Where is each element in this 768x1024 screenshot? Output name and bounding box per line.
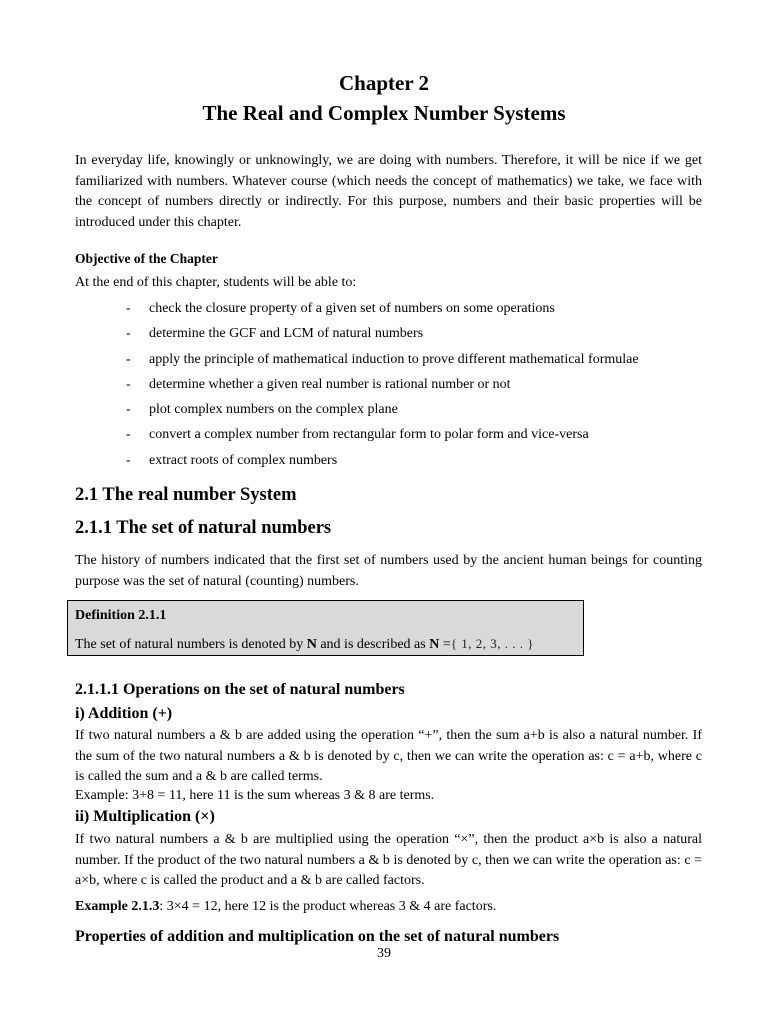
document-page: Chapter 2 The Real and Complex Number Systems In everyday life, knowingly or unknowingly, we are doing with numbers. Therefore, it will be nice if we get familiarized with numbers. Whatever course (which needs the concept of mathematics) we take, we face with the concept of numbers directly or indirectly. For this purpose, numbers and their basic properties will be introduced under this chapter. Objective of the Chapter At the end of this chapter, students will be able to: - check the closure property of a given set of numbers on some operations - determine the GCF and LCM of natural numbers - apply the principle of mathematical induction to prove different mathematical formulae - determine whether a given real number is rational number or not - plot complex numbers on the complex plane - convert a complex number from rectangular form to polar form and vice-versa - extract roots of complex numbers 2.1 The real number System 2.1.1 The set of natural numbers The history of numbers indicated that the first set of numbers used by the ancient human beings for counting purpose was the set of natural (counting) numbers. Definition 2.1.1 The set of natural numbers is denoted by N and is described as N ={ 1, 2, 3, . . . } 2.1.1.1 Operations on the set of natural numbers i) Addition (+) If two natural numbers a & b are added using the operation “+”, then the sum a+b is also a natural number. If the sum of the two natural numbers a & b is denoted by c, then we can write the operation as: c = a+b, where c is called the sum and a & b are called terms. Example: 3+8 = 11, here 11 is the sum whereas 3 & 8 are terms. ii) Multiplication (×) If two natural numbers a & b are multiplied using the operation “×”, then the product a×b is also a natural number. If the product of the two natural numbers a & b is denoted by c, then we can write the operation as: c = a×b, where c is called the product and a & b are called factors. Example 2.1.3: 3×4 = 12, here 12 is the product whereas 3 & 4 are factors. Properties of addition and multiplication on the set of natural numbers 39 xyxy=(0,0,768,1024)
multiplication-paragraph: If two natural numbers a & b are multiplied using the operation “×”, then the product a×b is also a natural number. If the product of the two natural numbers a & b is denoted by c, then we can write the operation as: c = a×b, where c is called the product and a & b are called factors. xyxy=(75,832,702,888)
list-bullet: - xyxy=(126,301,131,316)
properties-heading: Properties of addition and multiplication on the set of natural numbers xyxy=(75,928,560,945)
objective-heading: Objective of the Chapter xyxy=(75,251,218,266)
natural-number-set: { 1, 2, 3, . . . } xyxy=(450,636,534,651)
list-bullet: - xyxy=(126,452,131,468)
definition-text: The set of natural numbers is denoted by N and is described as N ={ 1, 2, 3, . . . } xyxy=(75,636,534,652)
list-bullet: - xyxy=(126,376,131,392)
history-paragraph: The history of numbers indicated that the first set of numbers used by the ancient human beings for counting purpose was the set of natural (counting) numbers. xyxy=(75,553,702,589)
addition-heading: i) Addition (+) xyxy=(75,705,173,722)
chapter-title: The Real and Complex Number Systems xyxy=(202,101,566,125)
objective-lead: At the end of this chapter, students will be able to: xyxy=(75,275,357,290)
addition-example: Example: 3+8 = 11, here 11 is the sum whereas 3 & 8 are terms. xyxy=(75,788,435,803)
section-heading-2-1-1: 2.1.1 The set of natural numbers xyxy=(75,518,332,538)
page-number: 39 xyxy=(377,946,391,961)
intro-paragraph: In everyday life, knowingly or unknowingly, we are doing with numbers. Therefore, it will be nice if we get familiarized with numbers. Whatever course (which needs the concept of mathematics) we take, we face with the concept of numbers directly or indirectly. For this purpose, numbers and their basic properties will be introduced under this chapter. xyxy=(75,153,702,230)
list-bullet: - xyxy=(126,427,131,443)
section-heading-2-1: 2.1 The real number System xyxy=(75,485,297,505)
definition-box xyxy=(67,600,584,656)
addition-paragraph: If two natural numbers a & b are added using the operation “+”, then the sum a+b is also a natural number. If the sum of the two natural numbers a & b is denoted by c, then we can write the operation as: c = a+b, where c is called the sum and a & b are called terms. xyxy=(75,728,702,784)
list-bullet: - xyxy=(126,326,131,342)
list-bullet: - xyxy=(126,402,131,418)
definition-title: Definition 2.1.1 xyxy=(75,608,167,623)
multiplication-example: Example 2.1.3: 3×4 = 12, here 12 is the product whereas 3 & 4 are factors. xyxy=(75,899,497,914)
multiplication-heading: ii) Multiplication (×) xyxy=(75,808,215,825)
list-bullet: - xyxy=(126,351,131,367)
operations-heading: 2.1.1.1 Operations on the set of natural numbers xyxy=(75,681,405,698)
chapter-label: Chapter 2 xyxy=(338,71,430,95)
